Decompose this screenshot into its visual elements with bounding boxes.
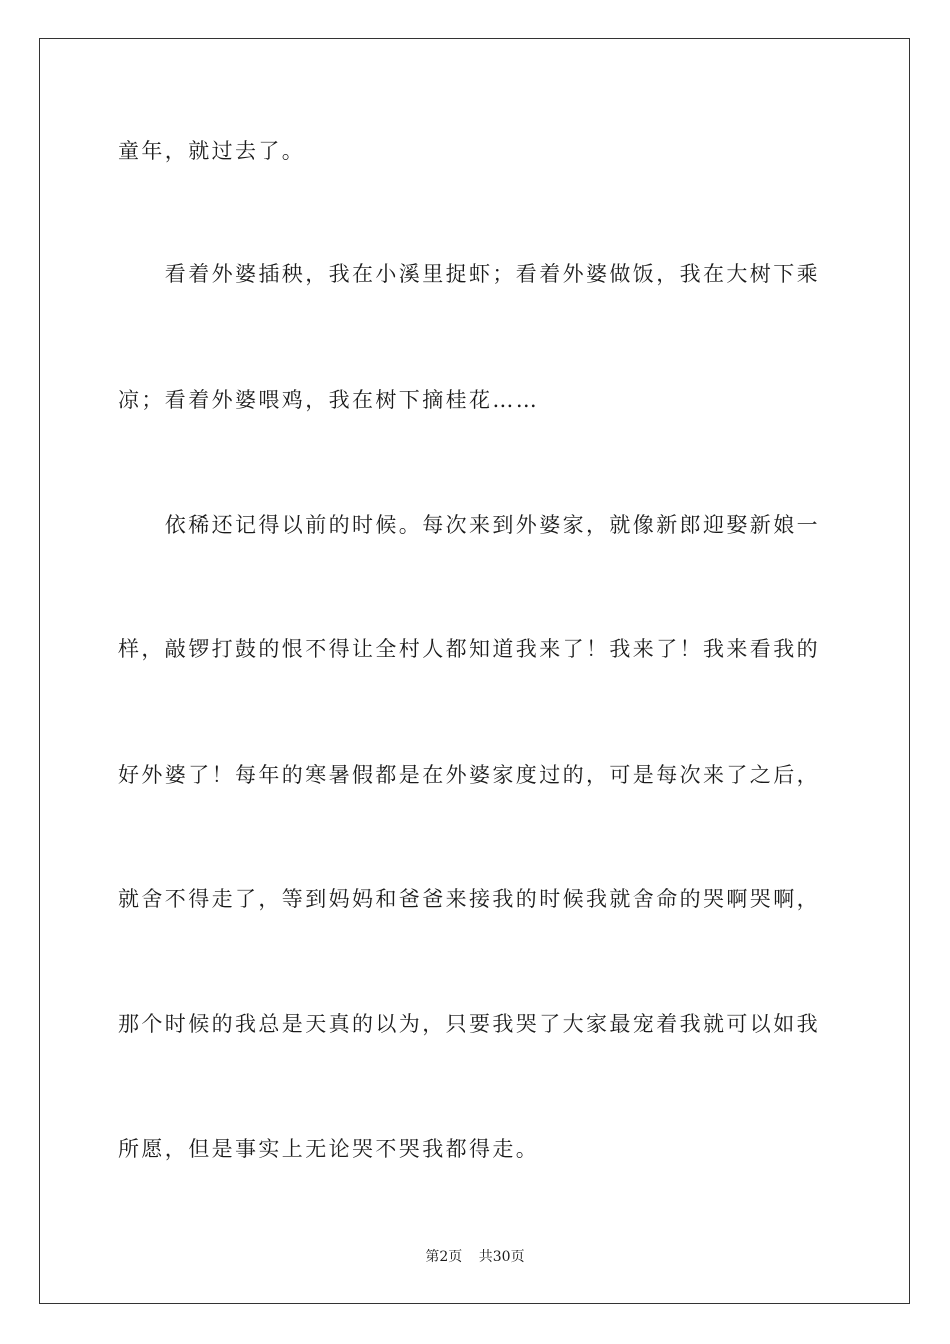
text-line: 好外婆了！每年的寒暑假都是在外婆家度过的，可是每次来了之后，	[118, 763, 820, 787]
page-footer	[0, 1247, 950, 1267]
text-line: 看着外婆插秧，我在小溪里捉虾；看着外婆做饭，我在大树下乘	[118, 262, 820, 286]
page-frame	[39, 38, 910, 1304]
text-line: 童年，就过去了。	[118, 139, 306, 163]
current-page-number: 第2页	[425, 1249, 463, 1265]
text-line: 那个时候的我总是天真的以为，只要我哭了大家最宠着我就可以如我	[118, 1012, 820, 1036]
text-line: 凉；看着外婆喂鸡，我在树下摘桂花……	[118, 388, 540, 412]
text-line: 就舍不得走了，等到妈妈和爸爸来接我的时候我就舍命的哭啊哭啊，	[118, 887, 820, 911]
total-pages: 共30页	[478, 1249, 525, 1265]
text-line: 依稀还记得以前的时候。每次来到外婆家，就像新郎迎娶新娘一	[118, 513, 820, 537]
text-line: 样，敲锣打鼓的恨不得让全村人都知道我来了！我来了！我来看我的	[118, 637, 820, 661]
text-line: 所愿，但是事实上无论哭不哭我都得走。	[118, 1137, 540, 1161]
